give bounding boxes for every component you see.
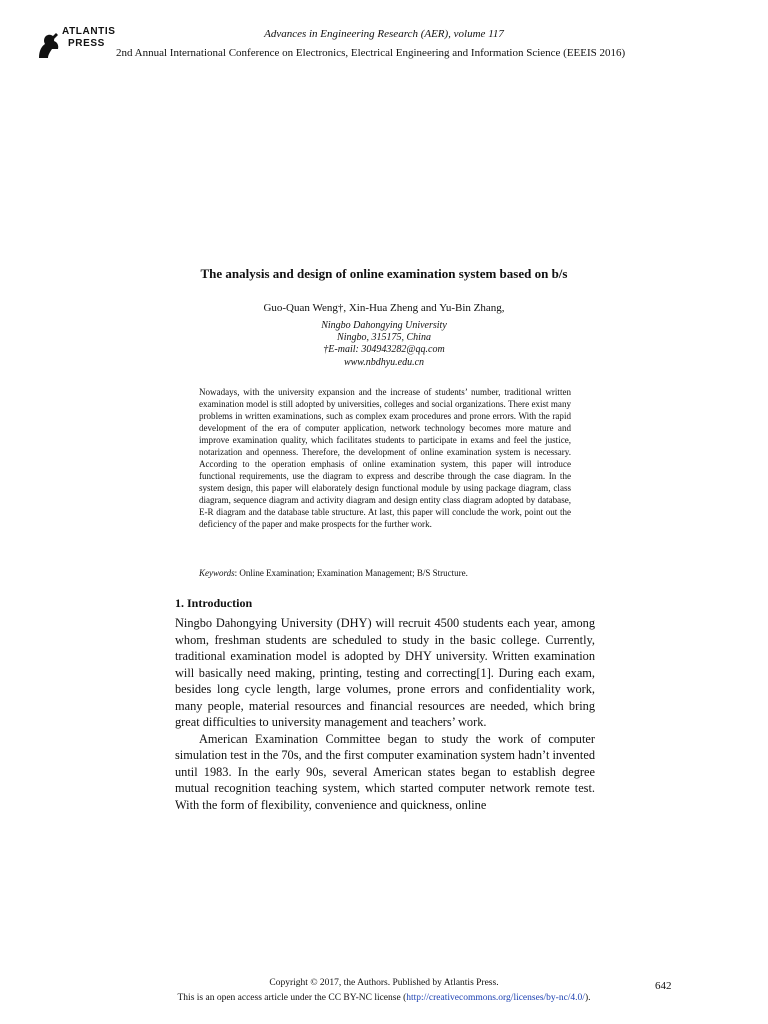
affiliation-address: Ningbo, 315175, China — [337, 332, 431, 343]
license-suffix: ). — [584, 993, 591, 1003]
author-list: Guo-Quan Weng†, Xin-Hua Zheng and Yu-Bin Zhang, — [263, 302, 505, 314]
abstract: Nowadays, with the university expansion and the increase of students’ number, traditional written examination model is still adopted by universities, colleges and social organizations. There exist many problems in written examinations, such as complex exam procedures and prone errors. With the rapid development of the era of computer application, network technology becomes more mature and improve examination quality, which facilitates students to participate in exams and feel the justice, notarization and openness. Therefore, the development of online examination system is necessary. According to the operation emphasis of online examination system, this paper will introduce functional requirements, use the diagram to express and describe through the case diagram. In the system design, this paper will elaborately design functional module by using package diagram, class diagram, sequence diagram and activity diagram and design entity class diagram adopted by database, E-R diagram and the database table structure. At last, this paper will conclude the work, point out the deficiency of the paper and make prospects for the further work. — [199, 387, 571, 529]
paper-title: The analysis and design of online examination system based on b/s — [200, 266, 568, 281]
license-notice — [0, 993, 768, 1003]
license-prefix: This is an open access article under the CC BY-NC license ( — [177, 993, 407, 1003]
keywords-list: : Online Examination; Examination Management; B/S Structure. — [234, 568, 468, 578]
section-body — [175, 615, 595, 813]
affiliation-email: †E-mail: 304943282@qq.com — [323, 344, 445, 355]
logo-line1: ATLANTIS — [62, 26, 116, 37]
series-title: Advances in Engineering Research (AER), volume 117 — [264, 28, 504, 40]
conference-title: 2nd Annual International Conference on Electronics, Electrical Engineering and Information Science (EEEIS 2016) — [116, 47, 626, 59]
body-paragraph: American Examination Committee began to study the work of computer simulation test in the 70s, and the first computer examination system hadn’t invented until 1983. In the early 90s, several American states began to establish degree mutual recognition teaching system, which started computer network remote test. With the form of flexibility, convenience and quickness, online — [175, 731, 595, 812]
section-heading-introduction: 1. Introduction — [175, 596, 253, 610]
affiliation-website: www.nbdhyu.edu.cn — [343, 357, 425, 368]
logo-line2: PRESS — [68, 38, 105, 49]
license-link[interactable]: http://creativecommons.org/licenses/by-nc/4.0/ — [406, 993, 585, 1003]
body-paragraph: Ningbo Dahongying University (DHY) will recruit 4500 students each year, among whom, freshman students are scheduled to study in the basic college. Currently, traditional examination model is adopted by DHY university. Written examination will basically need making, printing, testing and correcting[1]. During each exam, besides long cycle length, large volumes, prone errors and confidentiality work, many people, material resources and financial resources are needed, which bring great difficulties to university management and teachers’ work. — [175, 616, 595, 729]
page-number: 642 — [655, 980, 672, 992]
keywords — [199, 568, 571, 578]
keywords-label: Keywords — [199, 568, 235, 578]
copyright-notice: Copyright © 2017, the Authors. Published by Atlantis Press. — [269, 978, 499, 988]
affiliation-university: Ningbo Dahongying University — [321, 320, 447, 331]
